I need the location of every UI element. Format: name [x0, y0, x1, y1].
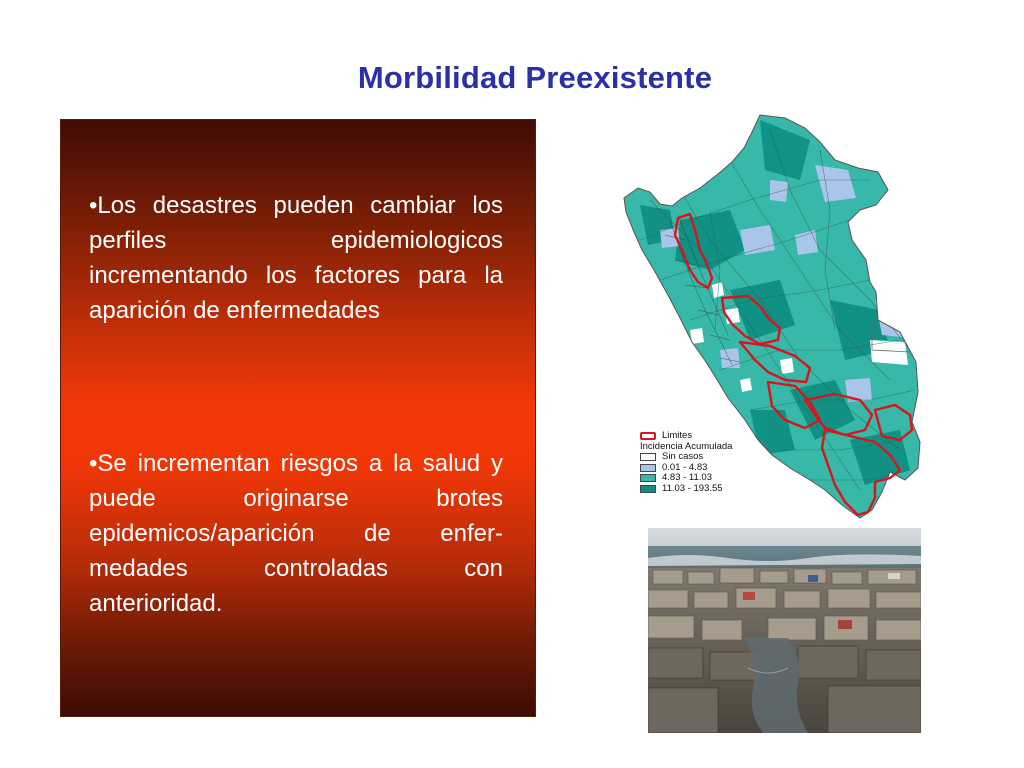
- bullet-item-2: [89, 446, 503, 621]
- map-legend: [640, 431, 765, 494]
- bullet-text-1: Los desastres pueden cambiar los perfiles epidemiologicos incrementando los factores para la aparición de enfermedades: [89, 192, 503, 324]
- legend-swatch: [640, 464, 656, 472]
- slide-title: Morbilidad Preexistente: [357, 60, 713, 95]
- legend-row-high: [640, 484, 765, 495]
- legend-row-limits: [640, 431, 765, 442]
- legend-row-sin-casos: [640, 452, 765, 463]
- legend-swatch: [640, 474, 656, 482]
- limits-swatch: [640, 432, 656, 440]
- bullet-item-1: [89, 188, 503, 328]
- text-panel: [60, 119, 536, 717]
- bullet-marker: •: [89, 450, 98, 477]
- legend-item-label: 11.03 - 193.55: [662, 482, 723, 494]
- legend-item-label: 0.01 - 4.83: [662, 461, 708, 473]
- legend-limits-label: Limites: [662, 430, 693, 441]
- flood-town-photo: [648, 528, 921, 733]
- legend-item-label: Sin casos: [662, 451, 704, 462]
- legend-row-medium: [640, 473, 765, 484]
- bullet-text-2: Se incrementan riesgos a la salud y puede originarse brotes epidemicos/aparición de enfer-medades controladas con anterioridad.: [89, 450, 503, 617]
- legend-swatch: [640, 485, 656, 493]
- legend-title-text: Incidencia Acumulada: [640, 440, 733, 452]
- bullet-marker: •: [89, 192, 98, 219]
- legend-item-label: 4.83 - 11.03: [662, 472, 713, 483]
- legend-swatch: [640, 453, 656, 461]
